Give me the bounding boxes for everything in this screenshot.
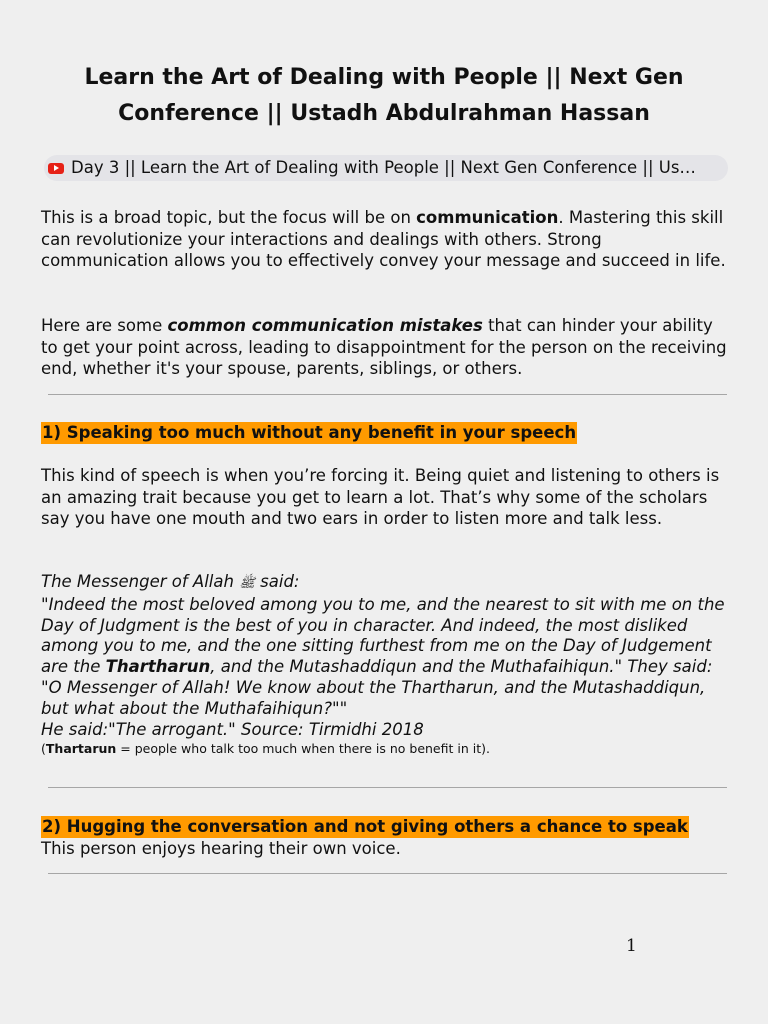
youtube-play-icon xyxy=(48,163,64,174)
document-title: Learn the Art of Dealing with People || Next Gen Conference || Ustadh Abdulrahman Hassan xyxy=(84,65,684,126)
divider xyxy=(48,787,727,788)
section-1-heading: 1) Speaking too much without any benefit in your speech xyxy=(42,423,577,442)
intro-paragraph-2: Here are some common communication mistakes that can hinder your ability to get your point across, leading to disappointment for the person on the receiving end, whether it's your spouse, parents, siblings, or others. xyxy=(41,316,727,378)
intro-paragraph-1: This is a broad topic, but the focus will be on communication. Mastering this skill can revolutionize your interactions and dealings with others. Strong communication allows you to effectively convey your message and succeed in life. xyxy=(41,208,726,270)
hadith-source: He said:"The arrogant." Source: Tirmidhi 2018 xyxy=(41,719,424,739)
divider xyxy=(48,394,727,395)
definition-note: (Thartarun = people who talk too much when there is no benefit in it). xyxy=(41,741,490,757)
pbuh-symbol: ﷺ xyxy=(239,576,255,591)
hadith-quote: The Messenger of Allah ﷺ said: "Indeed the most beloved among you to me, and the nearest to sit with me on the Day of Judgment is the best of you in character. And indeed, the most disliked among you to me, and the one sitting furthest from me on the Day of Judgement are the Thartharun, and the Mutashaddiqun and the Muthafaihiqun." They said: "O Messenger of Allah! We know about the Thartharun, and the Mutashaddiqun, but what about the Muthafaihiqun?"" He said:"The arrogant." Source: Tirmidhi 2018 (Thartarun = people who talk too much when there is no benefit in it). xyxy=(41,572,731,758)
section-2-heading: 2) Hugging the conversation and not giving others a chance to speak xyxy=(42,817,688,836)
video-link-text: Day 3 || Learn the Art of Dealing with People || Next Gen Conference || Us… xyxy=(71,158,696,177)
communication-emphasis: communication xyxy=(416,208,559,227)
mistakes-emphasis: common communication mistakes xyxy=(167,316,483,335)
divider xyxy=(48,873,727,874)
thartharun-term: Thartharun xyxy=(105,657,211,677)
section-2-body: This person enjoys hearing their own voice. xyxy=(41,839,401,858)
video-link-chip[interactable] xyxy=(44,155,728,181)
section-1-body: This kind of speech is when you’re forcing it. Being quiet and listening to others is an amazing trait because you get to learn a lot. That’s why some of the scholars say you have one mouth and two ears in order to listen more and talk less. xyxy=(41,466,720,528)
page-number: 1 xyxy=(626,936,637,956)
